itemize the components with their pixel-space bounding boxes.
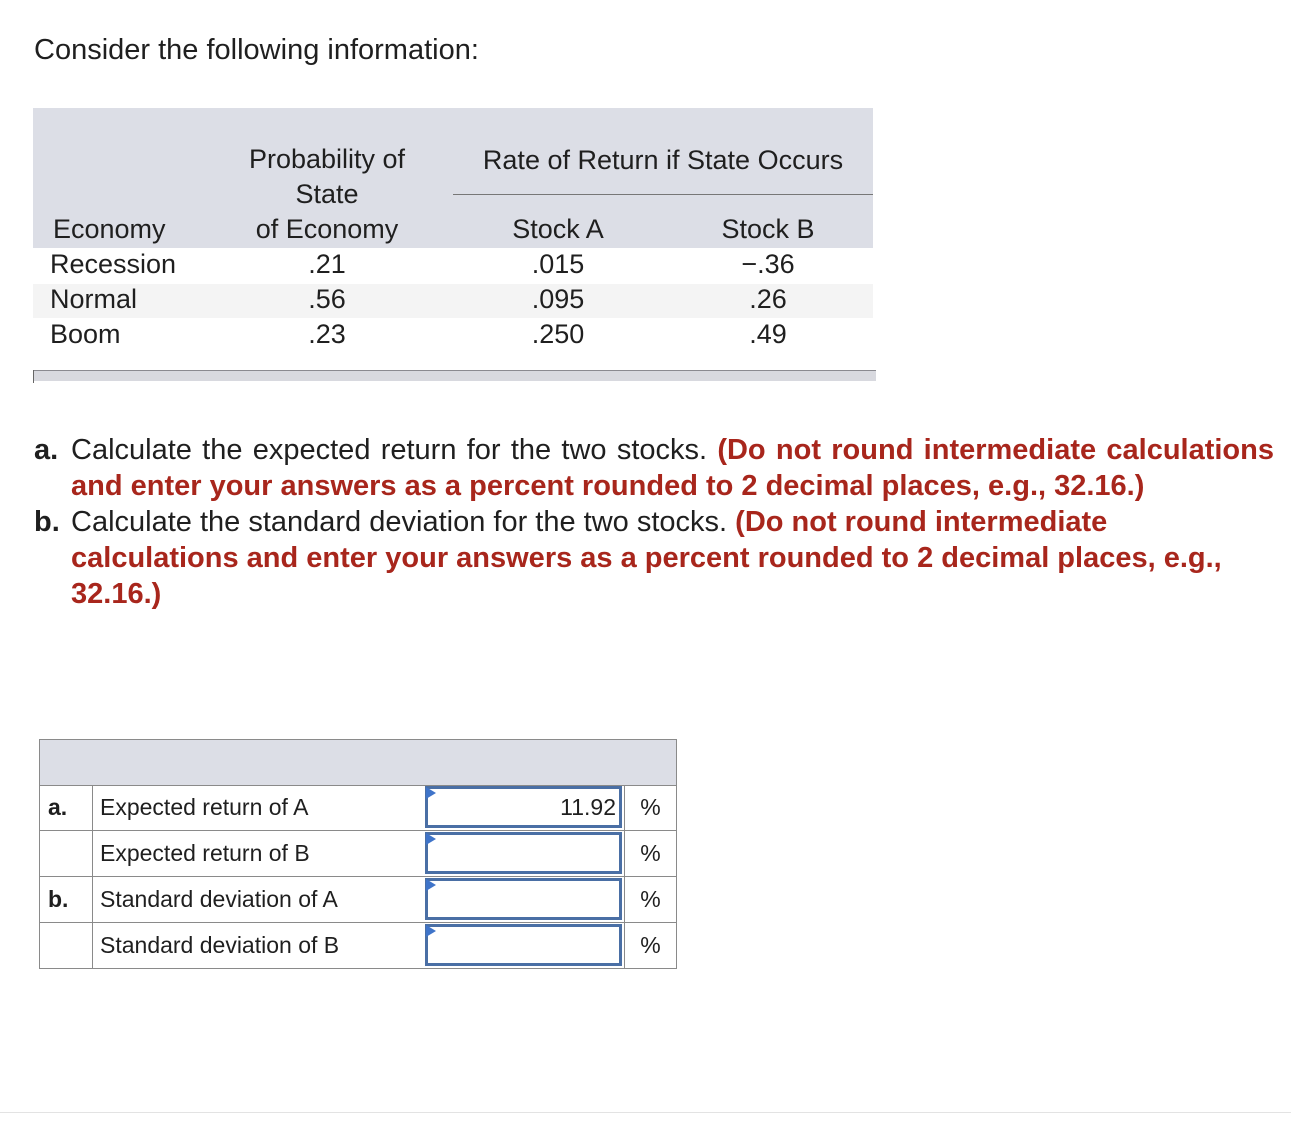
question-b-letter: b.: [34, 506, 60, 538]
std-deviation-a-input[interactable]: [425, 878, 622, 920]
answer-row-label: Standard deviation of A: [92, 877, 424, 923]
stock-a-boom: .250: [531, 319, 585, 349]
question-b-text: Calculate the standard deviation for the two stocks.: [71, 506, 728, 538]
state-return-table: [33, 108, 873, 384]
header-probability-line2: State: [295, 179, 359, 209]
prob-normal: .56: [308, 284, 346, 314]
stock-b-boom: .49: [749, 319, 787, 349]
stock-b-recession: −.36: [741, 249, 795, 279]
question-a-body: [71, 432, 1274, 504]
answer-input-cell: [424, 877, 624, 923]
expected-return-b-input[interactable]: [425, 832, 622, 874]
answer-row-stddev-b: [39, 923, 677, 969]
question-a: [34, 432, 1274, 504]
question-block: [34, 432, 1274, 612]
percent-unit: %: [624, 877, 677, 923]
table-bottom-bar: [33, 370, 876, 381]
stock-b-normal: .26: [749, 284, 787, 314]
input-flag-icon: [426, 925, 436, 937]
answer-row-letter: [39, 923, 92, 969]
answer-row-letter: b.: [39, 877, 92, 923]
prob-boom: .23: [308, 319, 346, 349]
answer-row-label: Expected return of A: [92, 785, 424, 831]
answer-table-header: [39, 739, 677, 786]
group-header-underline: [453, 194, 873, 195]
header-probability-line1: Probability of: [248, 144, 406, 174]
question-a-instruction: (Do not round intermediate calculations and enter your answers as a percent rounded to 2 decimal places, e.g., 32.16.): [71, 434, 1274, 502]
input-flag-icon: [426, 833, 436, 845]
answer-row-label: Expected return of B: [92, 831, 424, 877]
question-a-text: Calculate the expected return for the two stocks.: [71, 434, 708, 466]
answer-row-letter: [39, 831, 92, 877]
intro-text: Consider the following information:: [34, 34, 479, 66]
header-stock-b: Stock B: [721, 214, 815, 244]
state-normal: Normal: [50, 284, 138, 314]
answer-row-expected-a: [39, 785, 677, 831]
expected-return-a-input[interactable]: [425, 786, 622, 828]
percent-unit: %: [624, 831, 677, 877]
header-stock-a: Stock A: [512, 214, 604, 244]
state-recession: Recession: [50, 249, 177, 279]
input-flag-icon: [426, 787, 436, 799]
stock-a-normal: .095: [531, 284, 585, 314]
answer-input-cell: [424, 785, 624, 831]
answer-row-label: Standard deviation of B: [92, 923, 424, 969]
state-boom: Boom: [50, 319, 121, 349]
std-deviation-b-input[interactable]: [425, 924, 622, 966]
question-a-letter: a.: [34, 434, 59, 466]
header-economy: Economy: [53, 214, 166, 244]
question-b-instruction: (Do not round intermediate calculations and enter your answers as a percent rounded to 2 decimal places, e.g., 32.16.): [71, 506, 1222, 610]
input-flag-icon: [426, 879, 436, 891]
question-b: [34, 504, 1274, 612]
answer-row-stddev-a: [39, 877, 677, 923]
answer-input-cell: [424, 831, 624, 877]
header-rate-of-return: Rate of Return if State Occurs: [482, 145, 844, 175]
answer-row-expected-b: [39, 831, 677, 877]
percent-unit: %: [624, 785, 677, 831]
header-probability-line3: of Economy: [255, 214, 399, 244]
answer-table: [39, 739, 677, 971]
percent-unit: %: [624, 923, 677, 969]
table-bottom-tick: [33, 370, 34, 383]
answer-row-letter: a.: [39, 785, 92, 831]
prob-recession: .21: [308, 249, 346, 279]
page-divider: [0, 1112, 1291, 1113]
answer-input-cell: [424, 923, 624, 969]
stock-a-recession: .015: [531, 249, 585, 279]
question-b-body: [71, 504, 1274, 612]
